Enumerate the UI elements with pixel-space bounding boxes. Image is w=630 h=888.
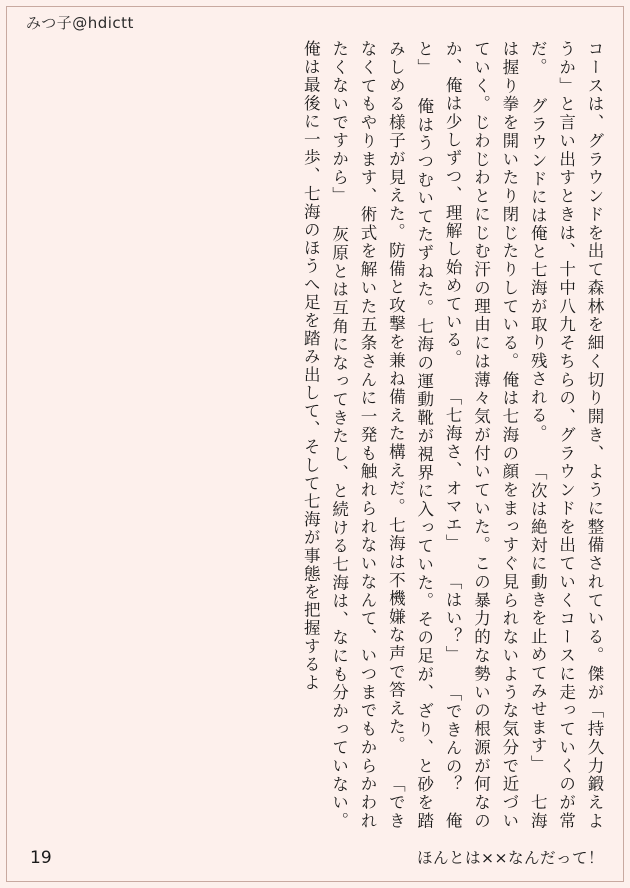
page-number: 19 xyxy=(30,848,52,868)
page-footer xyxy=(0,846,630,868)
footer-note: ほんとは××なんだって！ xyxy=(417,849,604,867)
author-handle: みつ子@hdictt xyxy=(26,14,134,32)
page-body-text: コースは、グラウンドを出て森林を細く切り開き、ように整備されている。傑が「持久力鍛えようか」と言い出すときは、十中八九そちらの、グラウンドを出ていくコースに走っていくのが常だ。 グラウンドには俺と七海が取り残される。 「次は絶対に動きを止めてみせます」 七海は握り拳を開いたり閉じたりしている。俺は七海の顔をまっすぐ見られないような気分で近づいていく。じわじわとにじむ汗の理由には薄々気が付いていた。この暴力的な勢いの根源が何なのか、俺は少しずつ、理解し始めている。 「七海さ、オマエ」 「はい？」 「できんの？ 俺と」 俺はうつむいてたずねた。七海の運動靴が視界に入っていた。その足が、ざり、と砂を踏みしめる様子が見えた。防備と攻撃を兼ね備えた構えだ。七海は不機嫌な声で答えた。 「できなくてもやります、術式を解いた五条さんに一発も触れられないなんて、いつまでもからかわれたくないですから」 灰原とは互角になってきたし、と続ける七海は、なにも分かっていない。 俺は最後に一歩、七海のほうへ足を踏み出して、そして七海が事態を把握するよ xyxy=(301,40,604,830)
